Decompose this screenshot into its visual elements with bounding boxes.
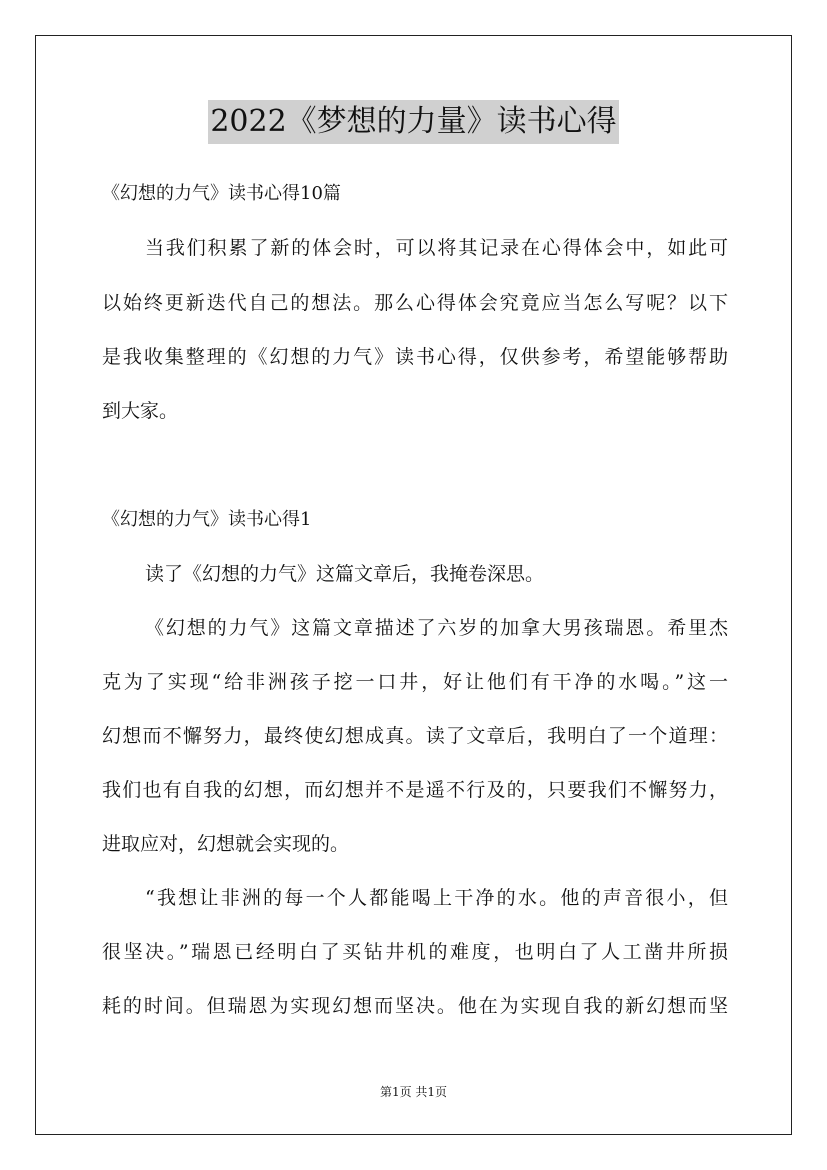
intro-line: 当我们积累了新的体会时，可以将其记录在心得体会中，如此可 [145, 237, 728, 259]
paragraph-line: 进取应对，幻想就会实现的。 [102, 833, 350, 855]
subtitle: 《幻想的力气》读书心得10篇 [102, 183, 341, 204]
paragraph-line: 很坚决。”瑞恩已经明白了买钻井机的难度，也明白了人工凿井所损 [102, 941, 728, 963]
paragraph-line: 我们也有自我的幻想，而幻想并不是遥不行及的，只要我们不懈努力， [102, 779, 728, 801]
intro-line: 到大家。 [102, 400, 179, 422]
paragraph-line: “我想让非洲的每一个人都能喝上干净的水。他的声音很小，但 [145, 887, 728, 909]
paragraph-line: 幻想而不懈努力，最终使幻想成真。读了文章后，我明白了一个道理： [102, 725, 728, 747]
section-heading: 《幻想的力气》读书心得1 [102, 509, 312, 530]
intro-line: 是我收集整理的《幻想的力气》读书心得，仅供参考，希望能够帮助 [102, 346, 728, 368]
document-title: 2022《梦想的力量》读书心得 [208, 100, 618, 144]
paragraph-line: 克为了实现“给非洲孩子挖一口井，好让他们有干净的水喝。”这一 [102, 671, 728, 693]
page-footer: 第1页 共1页 [379, 1085, 448, 1099]
paragraph-line: 《幻想的力气》这篇文章描述了六岁的加拿大男孩瑞恩。希里杰 [145, 617, 728, 639]
paragraph-line: 读了《幻想的力气》这篇文章后，我掩卷深思。 [145, 563, 545, 585]
paragraph-line: 耗的时间。但瑞恩为实现幻想而坚决。他在为实现自我的新幻想而坚 [102, 995, 728, 1017]
intro-line: 以始终更新迭代自己的想法。那么心得体会究竟应当怎么写呢？以下 [102, 292, 728, 314]
title-container [0, 100, 827, 144]
